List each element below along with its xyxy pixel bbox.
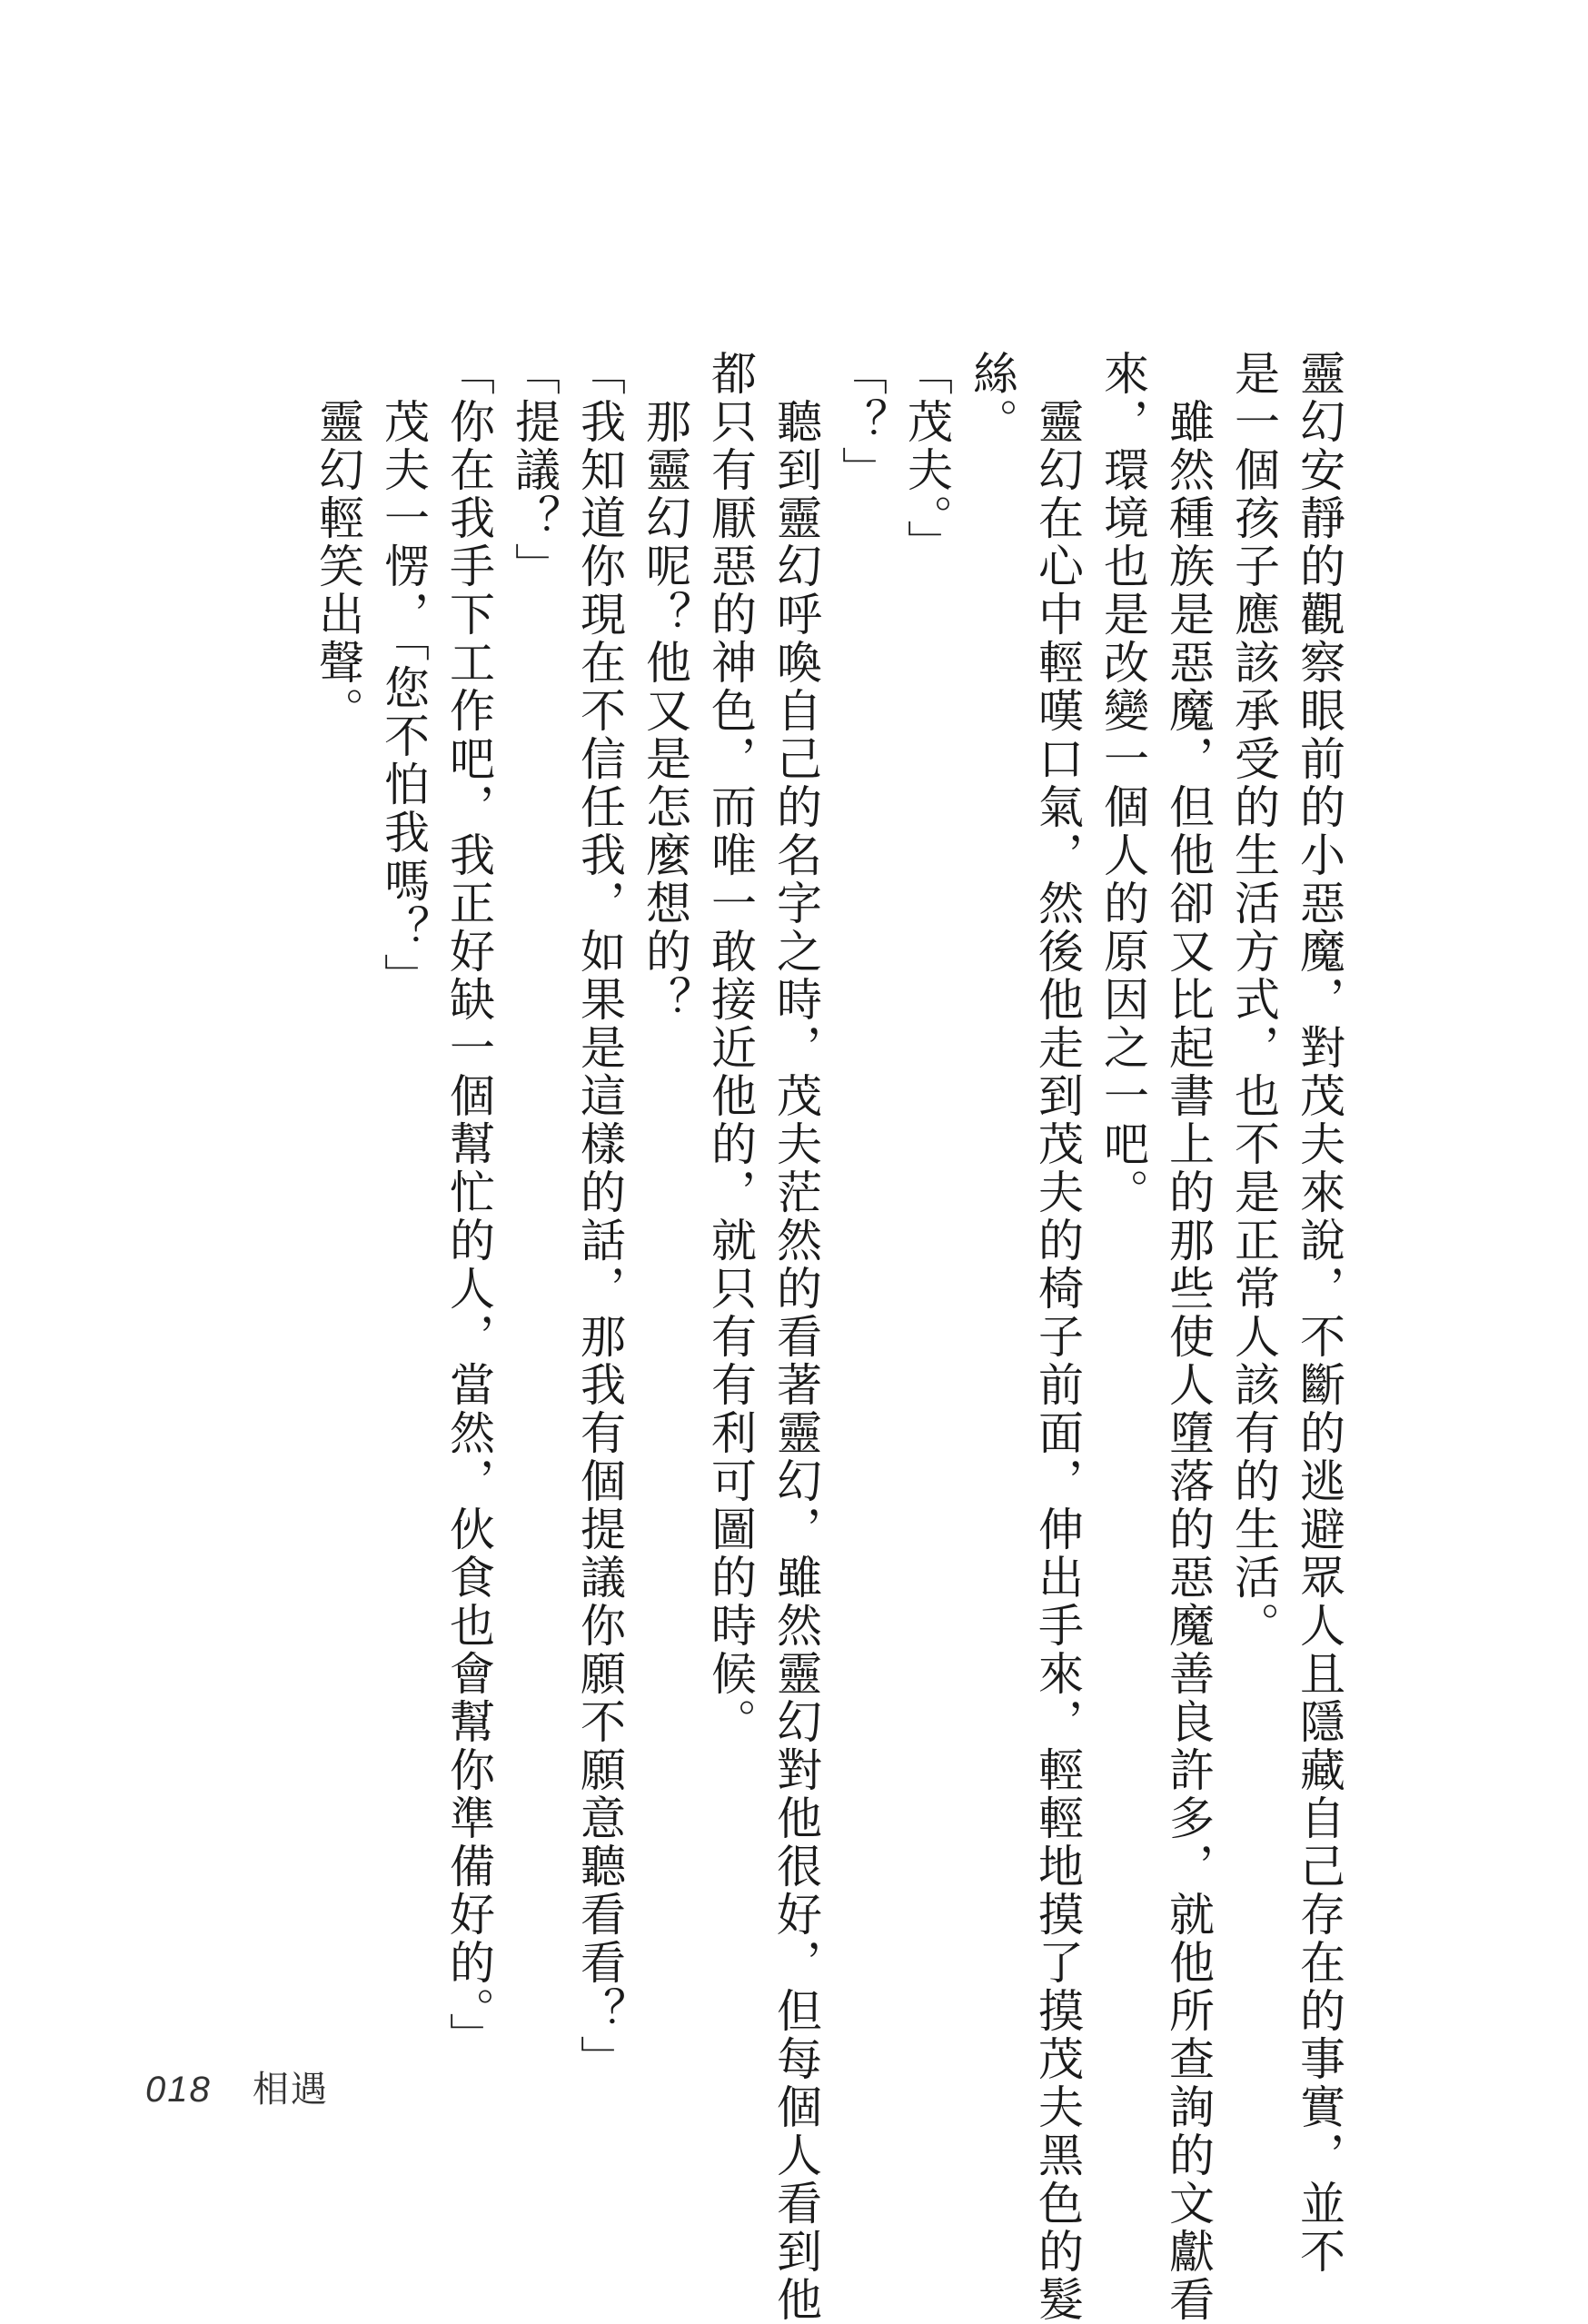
text-line: 絲。 bbox=[966, 350, 1018, 446]
text-line: 是一個孩子應該承受的生活方式，也不是正常人該有的生活。 bbox=[1227, 350, 1280, 1650]
text-line: 聽到靈幻呼喚自己的名字之時，茂夫茫然的看著靈幻，雖然靈幻對他很好，但每個人看到他 bbox=[769, 350, 822, 2324]
text-line: 「我知道你現在不信任我，如果是這樣的話，那我有個提議你願不願意聽看看？」 bbox=[573, 350, 626, 2083]
page-number: 018 bbox=[145, 2070, 212, 2110]
text-line: 靈幻在心中輕嘆口氣，然後他走到茂夫的椅子前面，伸出手來，輕輕地摸了摸茂夫黑色的髮 bbox=[1031, 350, 1084, 2324]
text-line: 茂夫一愣，「您不怕我嗎？」 bbox=[377, 350, 430, 1001]
text-line: 那靈幻呢？他又是怎麼想的？ bbox=[639, 350, 691, 1024]
vertical-text-body bbox=[305, 350, 1352, 2324]
text-line: 靈幻輕笑出聲。 bbox=[312, 350, 364, 735]
text-line: 「？」 bbox=[835, 350, 888, 494]
text-line: 「茂夫。」 bbox=[900, 350, 953, 568]
text-line: 「你在我手下工作吧，我正好缺一個幫忙的人，當然，伙食也會幫你準備好的。」 bbox=[442, 350, 495, 2061]
page-footer bbox=[145, 2061, 329, 2112]
text-line: 來，環境也是改變一個人的原因之一吧。 bbox=[1097, 350, 1149, 1217]
text-line: 靈幻安靜的觀察眼前的小惡魔，對茂夫來說，不斷的逃避眾人且隱藏自己存在的事實，並不 bbox=[1293, 350, 1345, 2276]
text-line: 都只有厭惡的神色，而唯一敢接近他的，就只有有利可圖的時候。 bbox=[704, 350, 757, 1746]
text-line: 雖然種族是惡魔，但他卻又比起書上的那些使人墮落的惡魔善良許多，就他所查詢的文獻看 bbox=[1162, 350, 1215, 2324]
text-line: 「提議？」 bbox=[508, 350, 561, 591]
chapter-title: 相遇 bbox=[252, 2069, 329, 2110]
